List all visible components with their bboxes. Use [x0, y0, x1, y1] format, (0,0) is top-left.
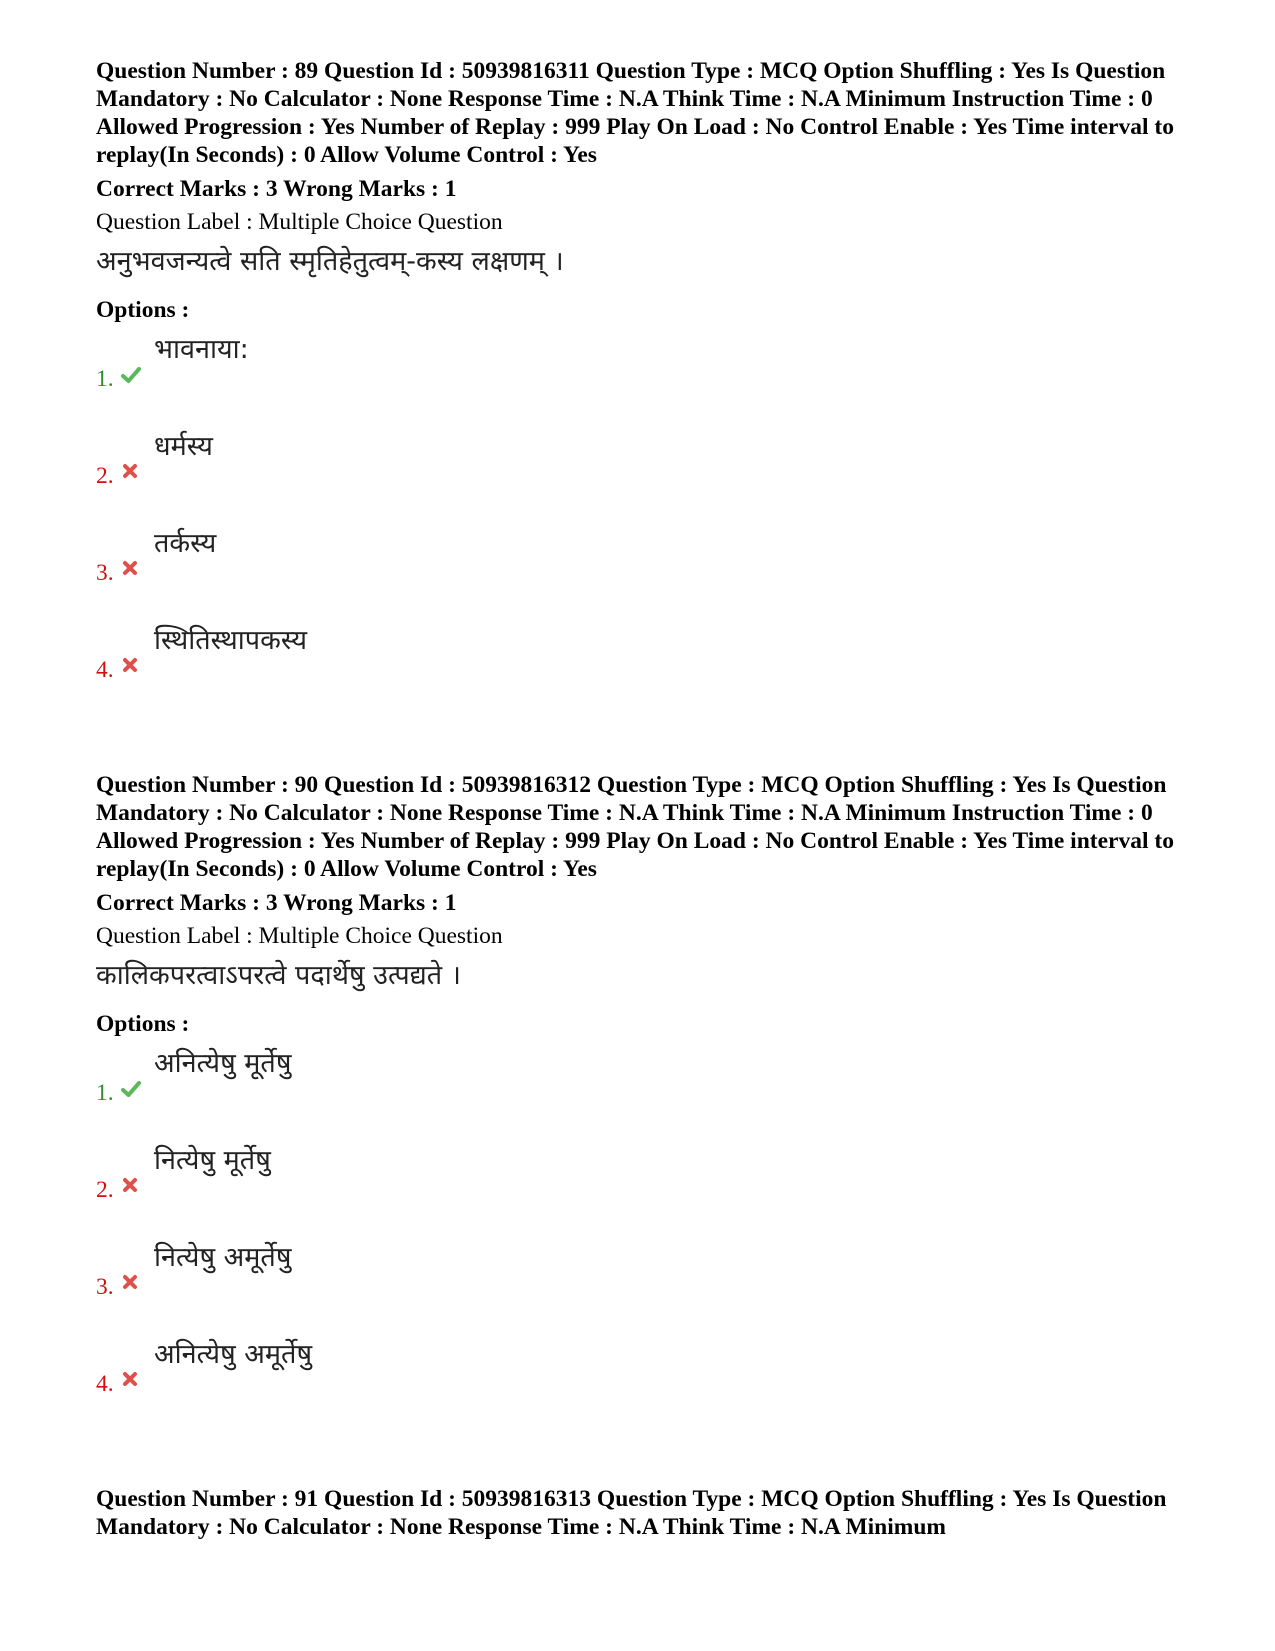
- option-item: [96, 526, 1196, 623]
- option-text: नित्येषु मूर्तेषु: [154, 1145, 271, 1176]
- option-number: 3.: [96, 1274, 114, 1300]
- option-text: अनित्येषु मूर्तेषु: [154, 1048, 292, 1079]
- options-list: [96, 1046, 1196, 1434]
- option-item: [96, 1143, 1196, 1240]
- check-icon: [120, 364, 142, 386]
- cross-icon: [120, 655, 142, 677]
- option-text: तर्कस्य: [154, 528, 217, 559]
- check-icon: [120, 1078, 142, 1100]
- question-header: Question Number : 90 Question Id : 50939816312 Question Type : MCQ Option Shuffling : Yes Is Question Mandatory : No Calculator : None Response Time : N.A Think Time : N.A Minimum Instruction Time : 0 Allowed Progression : Yes Number of Replay : 999 Play On Load : No Control Enable : Yes Time interval to replay(In Seconds) : 0 Allow Volume Control : Yes: [96, 772, 1174, 882]
- question-block-89: [96, 57, 1196, 720]
- cross-icon: [120, 1272, 142, 1294]
- option-text: नित्येषु अमूर्तेषु: [154, 1242, 292, 1273]
- option-number: 2.: [96, 1177, 114, 1203]
- question-block-91: [96, 1485, 1196, 1541]
- question-text: कालिकपरत्वाऽपरत्वे पदार्थेषु उत्पद्यते ।: [96, 960, 461, 991]
- option-item: [96, 429, 1196, 526]
- options-list: [96, 332, 1196, 720]
- options-heading: Options :: [96, 297, 190, 323]
- option-text: भावनाया:: [154, 334, 249, 365]
- option-item: [96, 1046, 1196, 1143]
- question-text: अनुभवजन्यत्वे सति स्मृतिहेतुत्वम्-कस्य लक्षणम् ।: [96, 246, 564, 277]
- option-number: 4.: [96, 1371, 114, 1397]
- option-number: 4.: [96, 657, 114, 683]
- option-text: अनित्येषु अमूर्तेषु: [154, 1339, 313, 1370]
- options-heading: Options :: [96, 1011, 190, 1037]
- cross-icon: [120, 558, 142, 580]
- question-label: Question Label : Multiple Choice Question: [96, 923, 503, 949]
- option-number: 3.: [96, 560, 114, 586]
- question-block-90: [96, 771, 1196, 1434]
- option-item: [96, 623, 1196, 720]
- cross-icon: [120, 461, 142, 483]
- cross-icon: [120, 1175, 142, 1197]
- option-item: [96, 332, 1196, 429]
- question-header: Question Number : 91 Question Id : 50939816313 Question Type : MCQ Option Shuffling : Yes Is Question Mandatory : No Calculator : None Response Time : N.A Think Time : N.A Minimum: [96, 1486, 1167, 1540]
- option-number: 1.: [96, 1080, 114, 1106]
- option-text: स्थितिस्थापकस्य: [154, 625, 308, 656]
- question-marks: Correct Marks : 3 Wrong Marks : 1: [96, 890, 457, 916]
- option-item: [96, 1337, 1196, 1434]
- cross-icon: [120, 1369, 142, 1391]
- option-item: [96, 1240, 1196, 1337]
- question-header: Question Number : 89 Question Id : 50939816311 Question Type : MCQ Option Shuffling : Yes Is Question Mandatory : No Calculator : None Response Time : N.A Think Time : N.A Minimum Instruction Time : 0 Allowed Progression : Yes Number of Replay : 999 Play On Load : No Control Enable : Yes Time interval to replay(In Seconds) : 0 Allow Volume Control : Yes: [96, 58, 1174, 168]
- option-text: धर्मस्य: [154, 431, 213, 462]
- option-number: 2.: [96, 463, 114, 489]
- question-label: Question Label : Multiple Choice Question: [96, 209, 503, 235]
- question-marks: Correct Marks : 3 Wrong Marks : 1: [96, 176, 457, 202]
- option-number: 1.: [96, 366, 114, 392]
